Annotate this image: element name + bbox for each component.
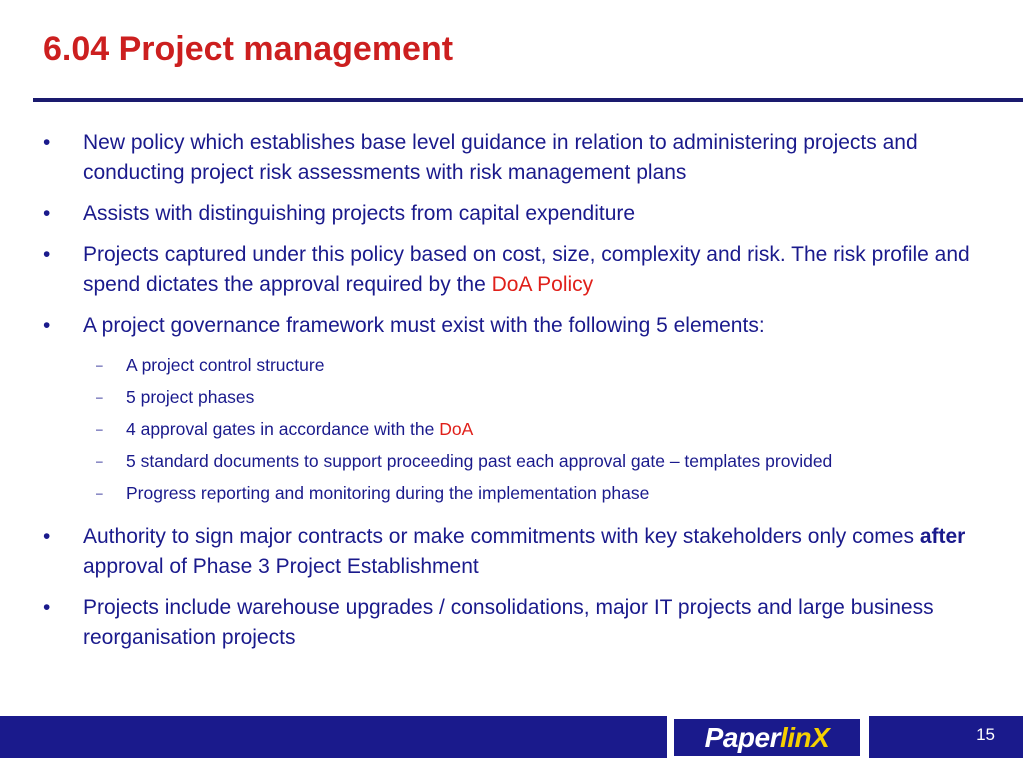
dash-marker: – <box>96 486 103 500</box>
sub-bullet-item <box>43 416 983 442</box>
bullet-text: Assists with distinguishing projects from capital expenditure <box>83 202 636 225</box>
bullet-item <box>43 199 983 229</box>
dash-marker: – <box>96 390 103 404</box>
bullet-text: Projects captured under this policy based on cost, size, complexity and risk. The risk profile and spend dictates the approval required by the <box>83 243 970 296</box>
logo-text-part1: Paper <box>704 721 780 753</box>
bullet-text: New policy which establishes base level guidance in relation to administering projects and conducting project risk assessments with risk management plans <box>83 131 918 184</box>
footer-bar <box>0 716 1023 758</box>
sub-bullet-text: A project control structure <box>126 355 325 375</box>
sub-bullet-text: 5 project phases <box>126 387 255 407</box>
dash-marker: – <box>96 358 103 372</box>
doa-policy-link[interactable]: DoA Policy <box>491 273 594 296</box>
bullet-marker: • <box>43 243 51 266</box>
paperlinx-logo <box>674 719 860 756</box>
bullet-item <box>43 240 983 300</box>
bullet-marker: • <box>43 202 51 225</box>
bullet-item <box>43 311 983 341</box>
doa-link[interactable]: DoA <box>439 419 474 439</box>
bullet-marker: • <box>43 525 51 548</box>
sub-bullet-list <box>43 352 983 506</box>
bullet-item <box>43 522 983 582</box>
sub-bullet-item <box>43 448 983 474</box>
bullet-marker: • <box>43 596 51 619</box>
slide-body <box>43 128 983 664</box>
sub-bullet-item <box>43 480 983 506</box>
bullet-text: A project governance framework must exist with the following 5 elements: <box>83 314 765 337</box>
sub-bullet-text: 4 approval gates in accordance with the <box>126 419 440 439</box>
dash-marker: – <box>96 454 103 468</box>
bullet-item <box>43 593 983 653</box>
bullet-text-continued: approval of Phase 3 Project Establishment <box>83 555 479 578</box>
bullet-item <box>43 128 983 188</box>
bullet-marker: • <box>43 314 51 337</box>
dash-marker: – <box>96 422 103 436</box>
page-number: 15 <box>976 725 995 744</box>
logo-text-part2: linX <box>779 721 830 753</box>
emphasis-after: after <box>919 525 966 548</box>
title-divider <box>33 98 1023 102</box>
slide-title: 6.04 Project management <box>43 30 454 68</box>
sub-bullet-item <box>43 384 983 410</box>
bullet-text: Authority to sign major contracts or make commitments with key stakeholders only comes <box>83 525 920 548</box>
sub-bullet-text: 5 standard documents to support proceeding past each approval gate – templates provided <box>126 451 833 471</box>
sub-bullet-text: Progress reporting and monitoring during the implementation phase <box>126 483 650 503</box>
bullet-text: Projects include warehouse upgrades / consolidations, major IT projects and large business reorganisation projects <box>83 596 934 649</box>
sub-bullet-item <box>43 352 983 378</box>
bullet-marker: • <box>43 131 51 154</box>
